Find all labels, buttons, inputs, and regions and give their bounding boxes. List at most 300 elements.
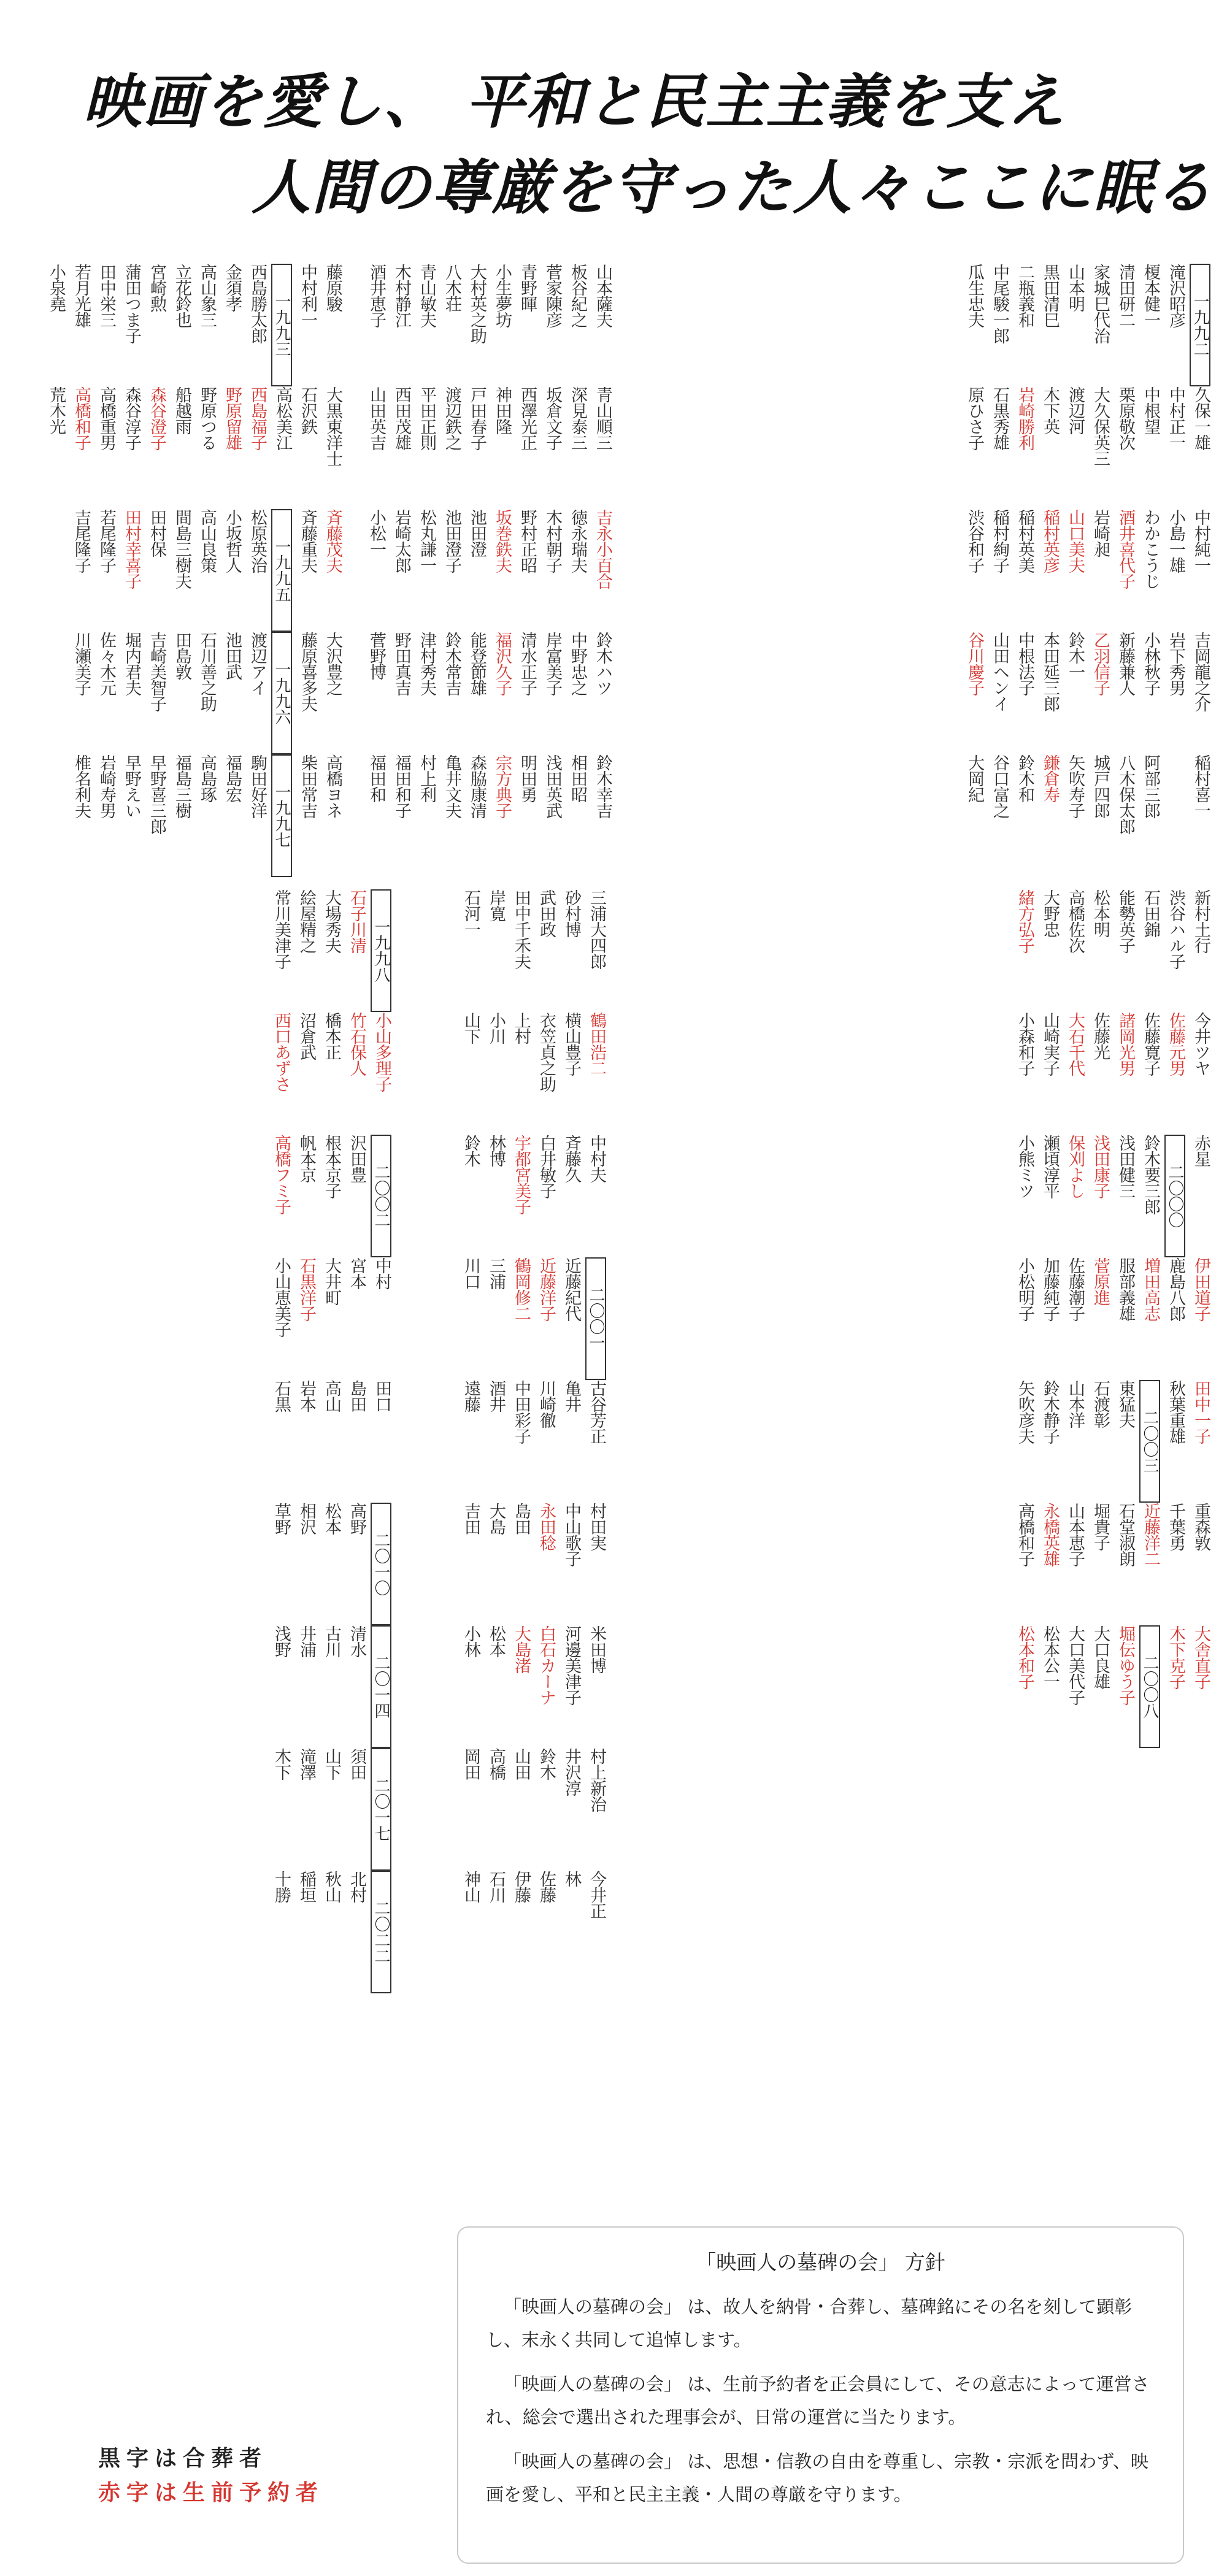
name-entry-reserved: 西口あずさ — [272, 1012, 291, 1092]
name-entry-interred: 西島勝太郎 — [248, 264, 267, 343]
name-entry-interred: 森谷淳子 — [122, 386, 141, 450]
name-entry-interred: 徳永瑞夫 — [568, 509, 587, 573]
name-entry-interred: 渡辺河 — [1066, 386, 1085, 434]
year-label: 一九九二 — [1190, 264, 1210, 386]
names-block-4 — [25, 264, 344, 926]
year-label: 二〇一〇 — [371, 1503, 391, 1625]
name-entry-interred: 高橋 — [487, 1748, 506, 1780]
name-entry-interred: 古谷芳正 — [587, 1380, 606, 1444]
name-column — [1012, 889, 1036, 1748]
name-entry-interred: 松原英治 — [248, 509, 267, 573]
name-entry-interred — [44, 632, 67, 754]
name-entry-interred: 宮本 — [347, 1257, 366, 1289]
name-column — [534, 889, 557, 1993]
name-entry-interred: 藤原喜多夫 — [298, 632, 317, 711]
name-entry-interred: 小島一雄 — [1166, 509, 1185, 573]
name-entry-interred: 中村利一 — [298, 264, 317, 328]
name-entry-interred: 田口 — [372, 1380, 391, 1412]
name-entry-interred: 浅田英武 — [543, 754, 562, 818]
name-column — [439, 264, 463, 877]
name-entry-interred: 小松明子 — [1015, 1257, 1034, 1321]
name-entry-interred: 絵屋精之 — [297, 889, 316, 953]
name-entry-interred: 田中千禾夫 — [512, 889, 531, 969]
name-entry-interred: 林 — [562, 1871, 581, 1887]
name-entry-reserved: 石子川清 — [347, 889, 366, 953]
name-entry-reserved: 永橋英雄 — [1040, 1503, 1060, 1566]
name-entry-interred: 中根法子 — [1015, 632, 1034, 696]
name-entry-interred: 山田 — [512, 1748, 531, 1780]
name-entry-interred: 渋谷和子 — [965, 509, 984, 573]
name-entry-interred: 高島琢 — [198, 754, 217, 802]
name-entry-interred: 大島 — [487, 1503, 506, 1535]
name-entry-interred: 小森和子 — [1015, 1012, 1034, 1076]
name-entry-interred: 菅家陳彦 — [543, 264, 562, 328]
name-entry-interred: 戸田春子 — [467, 386, 487, 450]
name-entry-interred: 大岡紀 — [965, 754, 984, 802]
name-entry-interred: 北村 — [347, 1871, 366, 1903]
name-entry-interred: 浅田健三 — [1116, 1135, 1135, 1198]
name-entry-reserved: 伊田道子 — [1191, 1257, 1210, 1321]
name-entry-interred: 大沢豊之 — [323, 632, 342, 696]
name-entry-interred: 岡田 — [461, 1748, 480, 1780]
name-entry-interred: 砂村博 — [562, 889, 581, 937]
name-column — [44, 264, 67, 877]
name-entry-interred: 石川 — [487, 1871, 506, 1903]
name-entry-interred: 小泉堯 — [47, 264, 66, 312]
name-entry-interred: 小林 — [461, 1625, 480, 1657]
name-entry-interred: 二瓶義和 — [1015, 264, 1034, 328]
name-column — [369, 889, 393, 1993]
name-entry-interred: 瀬頃淳平 — [1040, 1135, 1060, 1198]
name-entry-interred: 斉藤重夫 — [298, 509, 317, 573]
name-entry-reserved: 田中一子 — [1191, 1380, 1210, 1444]
name-column — [319, 889, 342, 1993]
name-entry-interred: 小松一 — [367, 509, 386, 557]
name-entry-interred: 松本 — [322, 1503, 341, 1535]
year-label: 二〇〇一 — [585, 1257, 606, 1380]
name-entry-interred: 木下英 — [1040, 386, 1060, 434]
name-entry-interred: 清水 — [347, 1625, 366, 1657]
names-block-2 — [344, 264, 614, 926]
name-entry-interred: 村上利 — [417, 754, 436, 802]
name-entry-interred: 稲垣 — [297, 1871, 316, 1903]
name-entry-interred: 秋葉重雄 — [1166, 1380, 1185, 1444]
name-entry-interred: 野田真吉 — [392, 632, 411, 696]
name-entry-interred: 中村正一 — [1166, 386, 1185, 450]
name-entry-interred: 村上新治 — [587, 1748, 606, 1812]
name-entry-interred: 松本 — [487, 1625, 506, 1657]
name-entry-interred: 松本公一 — [1040, 1625, 1060, 1689]
name-entry-interred: 千葉勇 — [1166, 1503, 1185, 1551]
name-column — [194, 264, 218, 877]
name-entry-interred: 斉藤久 — [562, 1135, 581, 1183]
name-entry-reserved: 宗方典子 — [493, 754, 512, 818]
name-entry-interred: 草野 — [272, 1503, 291, 1535]
name-entry-interred: 石堂淑朗 — [1116, 1503, 1135, 1566]
name-entry-interred: 田村保 — [147, 509, 166, 557]
name-column — [69, 264, 92, 877]
name-entry-interred: 中山歌子 — [562, 1503, 581, 1566]
name-entry-interred: 東猛夫 — [1116, 1380, 1135, 1428]
heading-line-2: 人間の尊厳を守った人々ここに眠る — [252, 153, 1214, 222]
name-entry-interred: 菅野博 — [367, 632, 386, 680]
name-entry-interred: 根本京子 — [322, 1135, 341, 1198]
name-entry-interred: 今井正 — [587, 1871, 606, 1919]
name-entry-interred: わかこうじ — [1141, 509, 1160, 589]
name-entry-interred: 今井ツヤ — [1191, 1012, 1210, 1076]
name-entry-interred: 島田 — [347, 1380, 366, 1412]
name-column — [119, 264, 142, 877]
name-column — [220, 264, 243, 877]
name-entry-interred: 山本恵子 — [1066, 1503, 1085, 1566]
name-entry-interred: 大口美代子 — [1066, 1625, 1085, 1705]
name-entry-interred: 高山良策 — [198, 509, 217, 573]
name-column — [1138, 264, 1161, 877]
name-entry-interred: 大口良雄 — [1091, 1625, 1110, 1689]
name-entry-interred: 矢吹彦夫 — [1015, 1380, 1034, 1444]
name-entry-interred: 須田 — [347, 1748, 366, 1780]
name-entry-interred: 深見泰三 — [568, 386, 587, 450]
name-column — [565, 264, 588, 877]
name-entry-interred: 神田隆 — [493, 386, 512, 434]
name-entry-interred: 大野忠 — [1040, 889, 1060, 937]
name-entry-interred: 鈴木常吉 — [442, 632, 461, 696]
name-column — [584, 889, 607, 1993]
name-entry-interred: 滝沢昭彦 — [1166, 264, 1185, 328]
name-entry-reserved: 岩崎勝利 — [1015, 386, 1034, 450]
name-entry-interred: 稲村英美 — [1015, 509, 1034, 573]
name-entry-interred: 上村 — [512, 1012, 531, 1044]
name-entry-interred: 金須孝 — [223, 264, 242, 312]
name-column — [962, 264, 985, 877]
name-entry-interred: 坂倉文子 — [543, 386, 562, 450]
name-column — [458, 889, 482, 1993]
name-column — [389, 264, 412, 877]
name-entry-interred: 野原つる — [198, 386, 217, 450]
name-column — [294, 889, 317, 1993]
name-column — [94, 264, 117, 877]
name-entry-reserved: 緒方弘子 — [1015, 889, 1034, 953]
name-entry-interred: 岸寛 — [487, 889, 506, 921]
name-entry-interred: 福田和 — [367, 754, 386, 802]
name-entry-interred: 西田茂雄 — [392, 386, 411, 450]
name-column — [169, 264, 193, 877]
name-entry-interred: 榎本健一 — [1141, 264, 1160, 328]
name-entry-reserved: 鶴田浩二 — [587, 1012, 606, 1076]
name-column — [515, 264, 538, 877]
name-entry-interred: 中野忠之 — [568, 632, 587, 696]
name-entry-interred: 十勝 — [272, 1871, 291, 1903]
name-entry-interred: 池田澄子 — [442, 509, 461, 573]
name-entry-interred: 井浦 — [297, 1625, 316, 1657]
name-entry-interred: 原ひさ子 — [965, 386, 984, 450]
name-entry-interred: 松本明 — [1091, 889, 1110, 937]
name-entry-interred: 森脇康清 — [467, 754, 487, 818]
name-entry-reserved: 酒井喜代子 — [1116, 509, 1135, 589]
name-entry-interred: 山崎実子 — [1040, 1012, 1060, 1076]
name-column — [270, 264, 293, 877]
name-entry-interred: 石黒秀雄 — [990, 386, 1009, 450]
name-entry-reserved: 佐藤元男 — [1166, 1012, 1185, 1076]
name-column — [1037, 264, 1061, 877]
name-entry-interred: 滝澤 — [297, 1748, 316, 1780]
names-block-1 — [623, 264, 1212, 926]
name-entry-interred: 橋本正 — [322, 1012, 341, 1060]
name-entry-reserved: 西島福子 — [248, 386, 267, 450]
name-entry-interred: 木下 — [272, 1748, 291, 1780]
year-label: 二〇一七 — [371, 1748, 391, 1871]
name-entry-interred: 石田錦 — [1141, 889, 1160, 937]
name-entry-reserved: 吉永小百合 — [593, 509, 612, 589]
name-entry-interred: 白井敏子 — [537, 1135, 556, 1198]
name-entry-interred: 渡辺鉄之 — [442, 386, 461, 450]
policy-box — [457, 2226, 1184, 2564]
name-entry-interred: 蒲田つま子 — [122, 264, 141, 343]
name-entry-interred: 船越雨 — [172, 386, 191, 434]
name-entry-interred: 帆本京 — [297, 1135, 316, 1183]
name-entry-interred: 岩下秀男 — [1166, 632, 1185, 696]
year-label: 二〇一四 — [371, 1625, 391, 1748]
name-entry-interred: 田島敦 — [172, 632, 191, 680]
name-entry-interred: 中村純一 — [1191, 509, 1210, 573]
year-label: 二〇〇三 — [1139, 1380, 1160, 1503]
name-entry-interred: 三浦大四郎 — [587, 889, 606, 969]
name-column — [1113, 264, 1136, 877]
name-entry-reserved: 鎌倉寿 — [1040, 754, 1060, 802]
name-entry-interred: 相沢 — [297, 1503, 316, 1535]
name-column — [144, 264, 167, 877]
name-entry-interred: 城戸四郎 — [1091, 754, 1110, 818]
name-column — [483, 889, 507, 1993]
name-entry-reserved: 乙羽信子 — [1091, 632, 1110, 696]
name-entry-interred: 稲村絢子 — [990, 509, 1009, 573]
year-label: 一九九五 — [271, 509, 292, 632]
name-entry-interred: 遠藤 — [461, 1380, 480, 1412]
name-entry-interred: 西澤光正 — [518, 386, 537, 450]
name-entry-interred: 中村夫 — [587, 1135, 606, 1183]
name-entry-interred: 小林秋子 — [1141, 632, 1160, 696]
name-entry-reserved: 宇都宮美子 — [512, 1135, 531, 1214]
name-entry-interred: 中村 — [372, 1257, 391, 1289]
name-entry-interred: 木村静江 — [392, 264, 411, 328]
name-entry-interred: 大井町 — [322, 1257, 341, 1305]
name-column — [1138, 889, 1161, 1748]
name-entry-interred: 山田ヘンイ — [990, 632, 1009, 711]
year-label: 二〇二二 — [371, 1871, 391, 1993]
name-entry-interred: 八木荘 — [442, 264, 461, 312]
name-entry-interred: 酒井 — [487, 1380, 506, 1412]
name-entry-interred: 中尾駿一郎 — [990, 264, 1009, 343]
name-entry-reserved: 福沢久子 — [493, 632, 512, 696]
name-entry-interred: 高野 — [347, 1503, 366, 1535]
name-entry-interred: 早野喜三郎 — [147, 754, 166, 834]
name-entry-interred: 河邊美津子 — [562, 1625, 581, 1705]
name-entry-interred: 秋山 — [322, 1871, 341, 1903]
name-column — [1113, 889, 1136, 1748]
name-entry-interred: 川瀬美子 — [72, 632, 91, 696]
name-entry-reserved: 保刈よし — [1066, 1135, 1085, 1198]
name-entry-interred — [44, 509, 67, 632]
name-entry-interred: 青野暉 — [518, 264, 537, 312]
year-label: 二〇〇二 — [371, 1135, 391, 1257]
name-entry-interred: 能勢英子 — [1116, 889, 1135, 953]
name-entry-interred: 黒田清巳 — [1040, 264, 1060, 328]
name-entry-interred: 島田 — [512, 1503, 531, 1535]
name-entry-interred: 高橋和子 — [1015, 1503, 1034, 1566]
name-column — [269, 889, 292, 1993]
name-entry-interred: 藤原駿 — [323, 264, 342, 312]
name-entry-interred: 宮崎勲 — [147, 264, 166, 312]
name-entry-interred: 高山 — [322, 1380, 341, 1412]
name-entry-interred: 山本薩夫 — [593, 264, 612, 328]
name-entry-interred: 岩崎寿男 — [97, 754, 116, 818]
name-column — [1063, 889, 1086, 1748]
name-entry-interred: 高松美江 — [273, 386, 292, 450]
name-column — [1188, 264, 1212, 877]
name-column — [590, 264, 614, 877]
name-entry-interred: 相田昭 — [568, 754, 587, 802]
name-entry-interred: 浅野 — [272, 1625, 291, 1657]
name-entry-interred: 重森敦 — [1191, 1503, 1210, 1551]
name-entry-reserved: 稲村英彦 — [1040, 509, 1060, 573]
name-entry-interred: 池田武 — [223, 632, 242, 680]
name-column — [559, 889, 582, 1993]
name-entry-interred: 小山恵美子 — [272, 1257, 291, 1337]
name-column — [295, 264, 318, 877]
name-entry-interred: 近藤紀代 — [562, 1257, 581, 1321]
name-entry-interred: 新藤兼人 — [1116, 632, 1135, 696]
name-entry-reserved: 高橋和子 — [72, 386, 91, 450]
year-label: 一九九三 — [271, 264, 292, 386]
heading-line-1: 映画を愛し、 平和と民主主義を支え — [83, 67, 1067, 136]
name-entry-interred: 荒木光 — [47, 386, 66, 434]
name-entry-reserved: 森谷澄子 — [147, 386, 166, 450]
page-heading — [0, 43, 1227, 227]
name-entry-interred: 伊藤 — [512, 1871, 531, 1903]
name-entry-interred: 福島三樹 — [172, 754, 191, 818]
name-entry-interred: 小熊ミツ — [1015, 1135, 1034, 1198]
name-entry-reserved: 堀伝ゆう子 — [1116, 1625, 1135, 1705]
names-block-6 — [393, 889, 607, 2196]
name-entry-interred: 常川美津子 — [272, 889, 291, 969]
name-entry-interred: 堀内君夫 — [122, 632, 141, 696]
policy-title: 「映画人の墓碑の会」 方針 — [696, 2250, 945, 2274]
name-entry-interred: 吉崎美智子 — [147, 632, 166, 711]
name-entry-interred: 米田博 — [587, 1625, 606, 1673]
name-entry-interred: 渋谷ハル子 — [1166, 889, 1185, 969]
name-entry-interred: 石黒 — [272, 1380, 291, 1412]
name-entry-interred: 山下 — [322, 1748, 341, 1780]
year-label: 二〇〇八 — [1139, 1625, 1160, 1748]
name-entry-reserved: 白石カーナ — [537, 1625, 556, 1705]
name-entry-interred: 井沢淳 — [562, 1748, 581, 1796]
name-entry-interred: 高橋佐次 — [1066, 889, 1085, 953]
name-entry-interred: 間島三樹夫 — [172, 509, 191, 589]
name-column — [509, 889, 532, 1993]
name-entry-interred: 吉岡龍之介 — [1191, 632, 1210, 711]
name-entry-interred: 山本洋 — [1066, 1380, 1085, 1428]
name-entry-reserved: 斉藤茂夫 — [323, 509, 342, 573]
name-entry-interred: 山下 — [461, 1012, 480, 1044]
name-entry-interred: 岸富美子 — [543, 632, 562, 696]
name-entry-interred: 衣笠貞之助 — [537, 1012, 556, 1092]
name-entry-interred: 佐藤光 — [1091, 1012, 1110, 1060]
name-entry-interred: 川崎徹 — [537, 1380, 556, 1428]
name-entry-interred: 武田政 — [537, 889, 556, 937]
name-entry-interred: 稲村喜一 — [1191, 754, 1210, 818]
name-entry-interred: 高山象三 — [198, 264, 217, 328]
name-entry-interred: 板谷紀之 — [568, 264, 587, 328]
name-entry-interred: 矢吹寿子 — [1066, 754, 1085, 818]
name-entry-interred: 川口 — [461, 1257, 480, 1289]
legend-black-note: 黒字は合葬者 — [98, 2445, 268, 2471]
names-block-7 — [25, 889, 393, 2196]
name-entry-reserved: 諸岡光男 — [1116, 1012, 1135, 1076]
name-entry-interred: 林博 — [487, 1135, 506, 1167]
name-entry-interred: 瓜生忠夫 — [965, 264, 984, 328]
name-entry-interred: 吉田 — [461, 1503, 480, 1535]
name-entry-interred: 小坂哲人 — [223, 509, 242, 573]
name-entry-interred: 亀井文夫 — [442, 754, 461, 818]
name-entry-interred: 岩崎太郎 — [392, 509, 411, 573]
name-entry-interred: 岩本 — [297, 1380, 316, 1412]
name-entry-interred: 本田延三郎 — [1040, 632, 1060, 711]
name-entry-interred: 古川 — [322, 1625, 341, 1657]
name-entry-interred: 鈴木一 — [1066, 632, 1085, 680]
name-entry-reserved: 菅原進 — [1091, 1257, 1110, 1305]
name-entry-interred: 清水正子 — [518, 632, 537, 696]
name-entry-interred: 大村英之助 — [467, 264, 487, 343]
name-entry-interred: 谷口富之 — [990, 754, 1009, 818]
name-column — [1037, 889, 1061, 1748]
name-entry-interred: 横山豊子 — [562, 1012, 581, 1076]
name-entry-interred: 鹿島八郎 — [1166, 1257, 1185, 1321]
name-entry-interred: 服部義雄 — [1116, 1257, 1135, 1321]
year-label: 一九九六 — [271, 632, 292, 754]
policy-paragraph-2: 「映画人の墓碑の会」 は、生前予約者を正会員にして、その意志によって運営され、総会で選出された理事会が、日常の運営に当たります。 — [486, 2374, 1150, 2428]
name-entry-interred: 高橋重男 — [97, 386, 116, 450]
name-entry-interred: 佐藤寛子 — [1141, 1012, 1160, 1076]
name-entry-reserved: 増田高志 — [1141, 1257, 1160, 1321]
name-entry-interred: 石沢鉄 — [298, 386, 317, 434]
name-entry-interred: 吉尾隆子 — [72, 509, 91, 573]
name-entry-interred: 佐々木元 — [97, 632, 116, 696]
names-block-5 — [623, 889, 1212, 2196]
name-entry-interred: 野村正昭 — [518, 509, 537, 573]
name-entry-interred: 加藤純子 — [1040, 1257, 1060, 1321]
name-entry-interred: 石渡彰 — [1091, 1380, 1110, 1428]
name-column — [320, 264, 344, 877]
name-entry-interred: 家城巳代治 — [1091, 264, 1110, 343]
name-entry-interred: 石川善之助 — [198, 632, 217, 711]
name-entry-reserved: 近藤洋子 — [537, 1257, 556, 1321]
name-entry-interred: 明田勇 — [518, 754, 537, 802]
name-entry-interred: 柴田常吉 — [298, 754, 317, 818]
name-entry-interred: 佐藤 — [537, 1871, 556, 1903]
name-entry-interred: 小川 — [487, 1012, 506, 1044]
name-column — [1088, 264, 1111, 877]
name-entry-interred: 青山順三 — [593, 386, 612, 450]
name-entry-interred: 久保一雄 — [1191, 386, 1210, 450]
name-entry-interred: 田中栄三 — [97, 264, 116, 328]
name-column — [1188, 889, 1212, 1748]
name-entry-reserved: 大石千代 — [1066, 1012, 1085, 1076]
name-entry-interred: 青山敏夫 — [417, 264, 436, 328]
policy-paragraph-1: 「映画人の墓碑の会」 は、故人を納骨・合葬し、墓碑銘にその名を刻して顕彰し、末永く共同して追悼します。 — [486, 2296, 1133, 2350]
legend — [98, 2441, 324, 2510]
legend-red-note: 赤字は生前予約者 — [98, 2480, 325, 2505]
name-entry-interred: 若月光雄 — [72, 264, 91, 328]
